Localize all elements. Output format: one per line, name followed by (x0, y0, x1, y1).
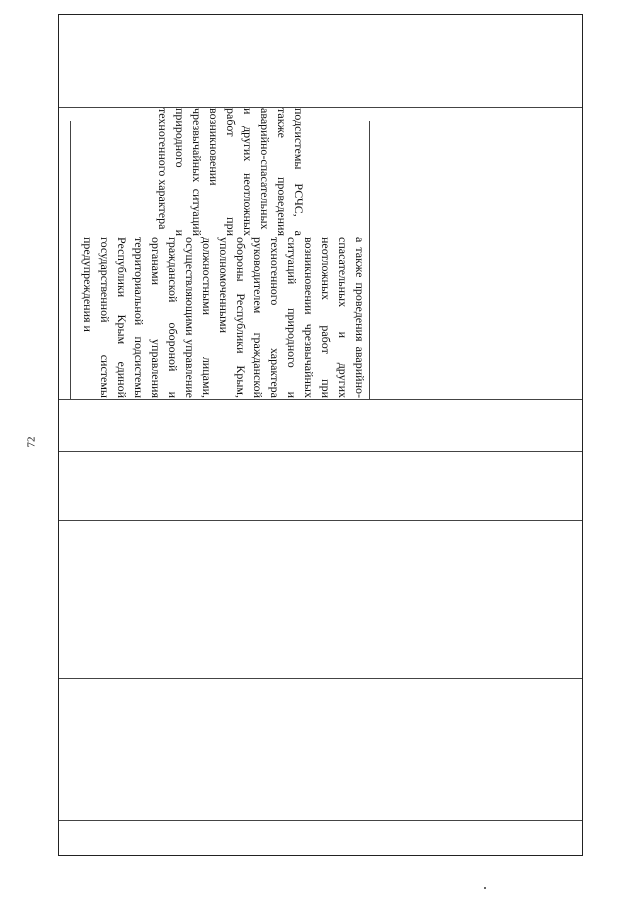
scan-dot (484, 887, 486, 889)
row-divider (59, 820, 582, 821)
column-divider (369, 121, 370, 399)
cell-right-text-box (71, 108, 307, 236)
row-divider (59, 520, 582, 521)
row-divider (59, 451, 582, 452)
row-divider (59, 678, 582, 679)
page-number: 72 (25, 436, 38, 448)
cell-left-text-box (71, 237, 368, 398)
cell-right-text: подсистемы РСЧС, а также проведения аварийно-спасательных и других неотложных работ при возникновении чрезвычайных ситуаций природного и техногенного характера (156, 108, 306, 236)
row-divider (59, 399, 582, 400)
rotated-table (58, 14, 583, 856)
cell-left-text: а также проведения аварийно-спасательных и других неотложных работ при возникновении чрезвычайных ситуаций природного и техногенного характера руководителем гражданской обороны Республики Крым, уполномоченными должностными лицами, осуществляющими управление гражданской обороной и органами управления территориальной подсистемы Республики Крым единой государственной системы предупреждения и (81, 237, 367, 398)
